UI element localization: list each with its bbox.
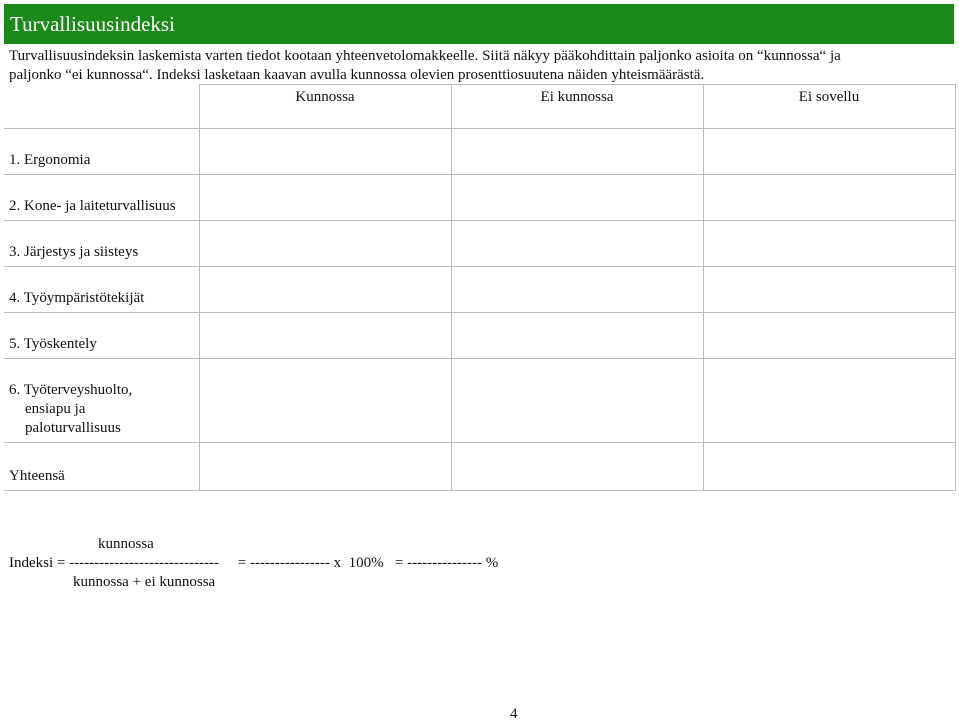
column-header-ei-sovellu: Ei sovellu bbox=[703, 85, 955, 129]
formula-multiplier: x 100% bbox=[333, 555, 384, 571]
formula-denominator: kunnossa + ei kunnossa bbox=[73, 574, 216, 590]
total-kunnossa[interactable] bbox=[199, 443, 451, 491]
formula-equals-2: = bbox=[394, 555, 404, 571]
table-row bbox=[4, 359, 955, 443]
cell-ei-kunnossa[interactable] bbox=[451, 359, 703, 443]
page-number: 4 bbox=[510, 706, 518, 722]
cell-ei-sovellu[interactable] bbox=[703, 221, 955, 267]
cell-kunnossa[interactable] bbox=[199, 221, 451, 267]
table-row bbox=[4, 221, 955, 267]
intro-text bbox=[9, 47, 949, 85]
cell-kunnossa[interactable] bbox=[199, 313, 451, 359]
column-header-kunnossa: Kunnossa bbox=[199, 85, 451, 129]
cell-ei-kunnossa[interactable] bbox=[451, 267, 703, 313]
formula-fraction-bar: ------------------------------ bbox=[69, 555, 219, 571]
page-title: Turvallisuusindeksi bbox=[4, 4, 954, 44]
cell-ei-kunnossa[interactable] bbox=[451, 313, 703, 359]
cell-kunnossa[interactable] bbox=[199, 175, 451, 221]
row-label-tyoterveyshuolto bbox=[4, 359, 199, 443]
formula-prefix: Indeksi = bbox=[9, 555, 70, 571]
summary-table bbox=[4, 84, 956, 491]
table-row bbox=[4, 267, 955, 313]
cell-ei-kunnossa[interactable] bbox=[451, 175, 703, 221]
formula-line bbox=[9, 554, 498, 573]
row-label-jarjestys-ja-siisteys: 3. Järjestys ja siisteys bbox=[4, 221, 199, 267]
formula-percent-sign: % bbox=[485, 555, 499, 571]
row-label-tyoymparistotekijat: 4. Työympäristötekijät bbox=[4, 267, 199, 313]
cell-ei-kunnossa[interactable] bbox=[451, 221, 703, 267]
intro-line-1: Turvallisuusindeksin laskemista varten tiedot kootaan yhteenvetolomakkeelle. Siitä näkyy pääkohdittain paljonko asioita on “kunnossa“ ja bbox=[9, 48, 841, 64]
cell-ei-sovellu[interactable] bbox=[703, 313, 955, 359]
cell-ei-sovellu[interactable] bbox=[703, 129, 955, 175]
cell-ei-kunnossa[interactable] bbox=[451, 129, 703, 175]
table-row bbox=[4, 313, 955, 359]
table-header-row bbox=[4, 85, 955, 129]
row-label-yhteensa: Yhteensä bbox=[4, 443, 199, 491]
row-label-line: 6. Työterveyshuolto, bbox=[9, 382, 133, 398]
column-header-ei-kunnossa: Ei kunnossa bbox=[451, 85, 703, 129]
formula-equals-1: = bbox=[237, 555, 247, 571]
row-label-ergonomia: 1. Ergonomia bbox=[4, 129, 199, 175]
intro-line-2: paljonko “ei kunnossa“. Indeksi lasketaan kaavan avulla kunnossa olevien prosenttiosuutena näiden yhteismäärästä. bbox=[9, 67, 705, 83]
formula-percent-blank: --------------- bbox=[407, 555, 483, 571]
row-label-tyoskentely: 5. Työskentely bbox=[4, 313, 199, 359]
cell-kunnossa[interactable] bbox=[199, 129, 451, 175]
formula-numerator: kunnossa bbox=[98, 536, 154, 552]
table-row bbox=[4, 129, 955, 175]
cell-ei-sovellu[interactable] bbox=[703, 267, 955, 313]
row-label-line: paloturvallisuus bbox=[25, 420, 121, 436]
cell-ei-sovellu[interactable] bbox=[703, 359, 955, 443]
row-label-kone-ja-laiteturvallisuus: 2. Kone- ja laiteturvallisuus bbox=[4, 175, 199, 221]
cell-kunnossa[interactable] bbox=[199, 267, 451, 313]
cell-kunnossa[interactable] bbox=[199, 359, 451, 443]
table-row bbox=[4, 175, 955, 221]
table-total-row bbox=[4, 443, 955, 491]
total-ei-kunnossa[interactable] bbox=[451, 443, 703, 491]
header-blank-cell bbox=[4, 85, 199, 129]
row-label-line: ensiapu ja bbox=[25, 401, 86, 417]
cell-ei-sovellu[interactable] bbox=[703, 175, 955, 221]
formula-result-blank: ---------------- bbox=[249, 555, 330, 571]
total-ei-sovellu[interactable] bbox=[703, 443, 955, 491]
